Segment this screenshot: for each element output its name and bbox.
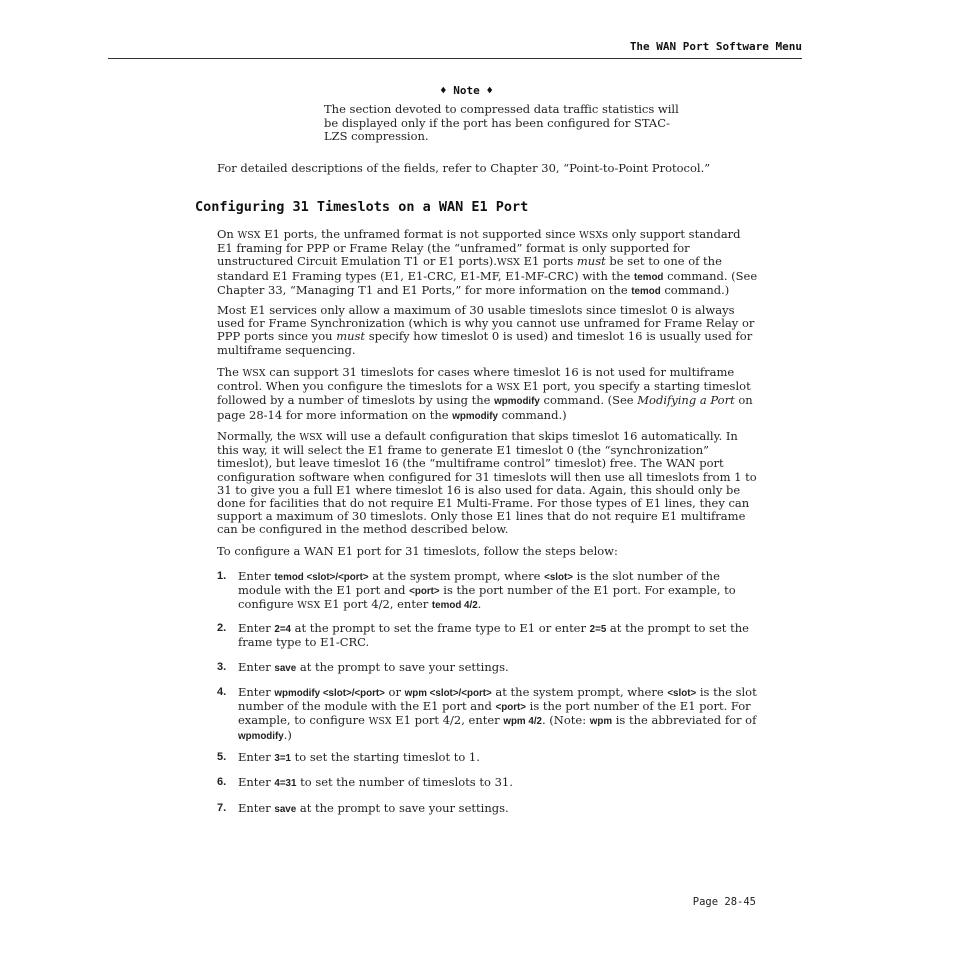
- paragraph-4: Normally, the WSX will use a default configuration that skips timeslot 16 automatically. In this way, it will select the E1 frame to generate E1 timeslot 0 (the “synchronization” timeslot), but leave timeslot 16 (the “multiframe control” timeslot) free. The WAN port configuration software when configured for 31 timeslots will then use all timeslots from 1 to 31 to give you a full E1 where timeslot 16 is also used for data. Again, this should only be done for facilities that do not require E1 Multi-Frame. For those types of E1 lines, they can support a maximum of 30 timeslots. Only those E1 lines that do not require E1 multiframe can be configured in the method described below.: [217, 429, 757, 537]
- paragraph-3: The WSX can support 31 timeslots for cases where timeslot 16 is not used for multiframe control. When you configure the timeslots for a WSX E1 port, you specify a starting timeslot followed by a number of timeslots by using the wpmodify command. (See Modifying a Port on page 28-14 for more information on the wpmodify command.): [217, 365, 753, 422]
- step-number: 5.: [217, 751, 227, 763]
- note-body: The section devoted to compressed data traffic statistics will be displayed only if the port has been configured for STAC-LZS compression.: [324, 102, 679, 143]
- step-number: 1.: [217, 570, 227, 582]
- step-3: 3. Enter save at the prompt to save your settings.: [217, 660, 509, 674]
- step-number: 3.: [217, 661, 227, 673]
- command-text: wpmodify: [452, 410, 498, 422]
- command-text: wpmodify: [494, 396, 540, 408]
- paragraph-1: On WSX E1 ports, the unframed format is not supported since WSXs only support standard E1 framing for PPP or Frame Relay (the “unframed” format is only supported for unstructured Circuit Emulation T1 or E1 ports).WSX E1 ports must be set to one of the standard E1 Framing types (E1, E1-CRC, E1-MF, E1-MF-CRC) with the temod command. (See Chapter 33, “Managing T1 and E1 Ports,” for more information on the temod command.): [217, 227, 758, 297]
- step-7: 7. Enter save at the prompt to save your settings.: [217, 801, 509, 815]
- cross-reference-link: Modifying a Port: [637, 393, 735, 408]
- note-label: ♦ Note ♦: [440, 84, 493, 97]
- command-text: temod: [631, 285, 661, 297]
- running-header: The WAN Port Software Menu: [629, 40, 802, 53]
- section-heading: Configuring 31 Timeslots on a WAN E1 Port: [195, 199, 529, 215]
- step-number: 2.: [217, 622, 227, 634]
- command-text: temod: [634, 271, 664, 283]
- step-number: 7.: [217, 802, 227, 814]
- step-5: 5. Enter 3=1 to set the starting timeslot to 1.: [217, 750, 480, 764]
- paragraph-5: To configure a WAN E1 port for 31 timeslots, follow the steps below:: [217, 544, 618, 558]
- paragraph-2: Most E1 services only allow a maximum of 30 usable timeslots since timeslot 0 is always used for Frame Synchronization (which is why you cannot use unframed for Frame Relay or PPP ports since you must specify how timeslot 0 is used) and timeslot 16 is usually used for multiframe sequencing.: [217, 303, 755, 357]
- page-number: Page 28-45: [692, 896, 756, 908]
- step-1: 1. Enter temod <slot>/<port> at the system prompt, where <slot> is the slot number of the module with the E1 port and <port> is the port number of the E1 port. For example, to configure WSX E1 port 4/2, enter temod 4/2.: [217, 569, 736, 612]
- header-rule: [108, 58, 802, 59]
- step-2: 2. Enter 2=4 at the prompt to set the frame type to E1 or enter 2=5 at the prompt to set the frame type to E1-CRC.: [217, 621, 749, 650]
- step-number: 4.: [217, 686, 227, 698]
- step-number: 6.: [217, 776, 227, 788]
- reference-paragraph: For detailed descriptions of the fields, refer to Chapter 30, “Point-to-Point Protocol.”: [217, 161, 711, 175]
- step-6: 6. Enter 4=31 to set the number of timeslots to 31.: [217, 775, 513, 789]
- step-4: 4. Enter wpmodify <slot>/<port> or wpm <slot>/<port> at the system prompt, where <slot> is the slot number of the module with the E1 port and <port> is the port number of the E1 port. For example, to configure WSX E1 port 4/2, enter wpm 4/2. (Note: wpm is the abbreviated for of wpmodify.): [217, 685, 757, 742]
